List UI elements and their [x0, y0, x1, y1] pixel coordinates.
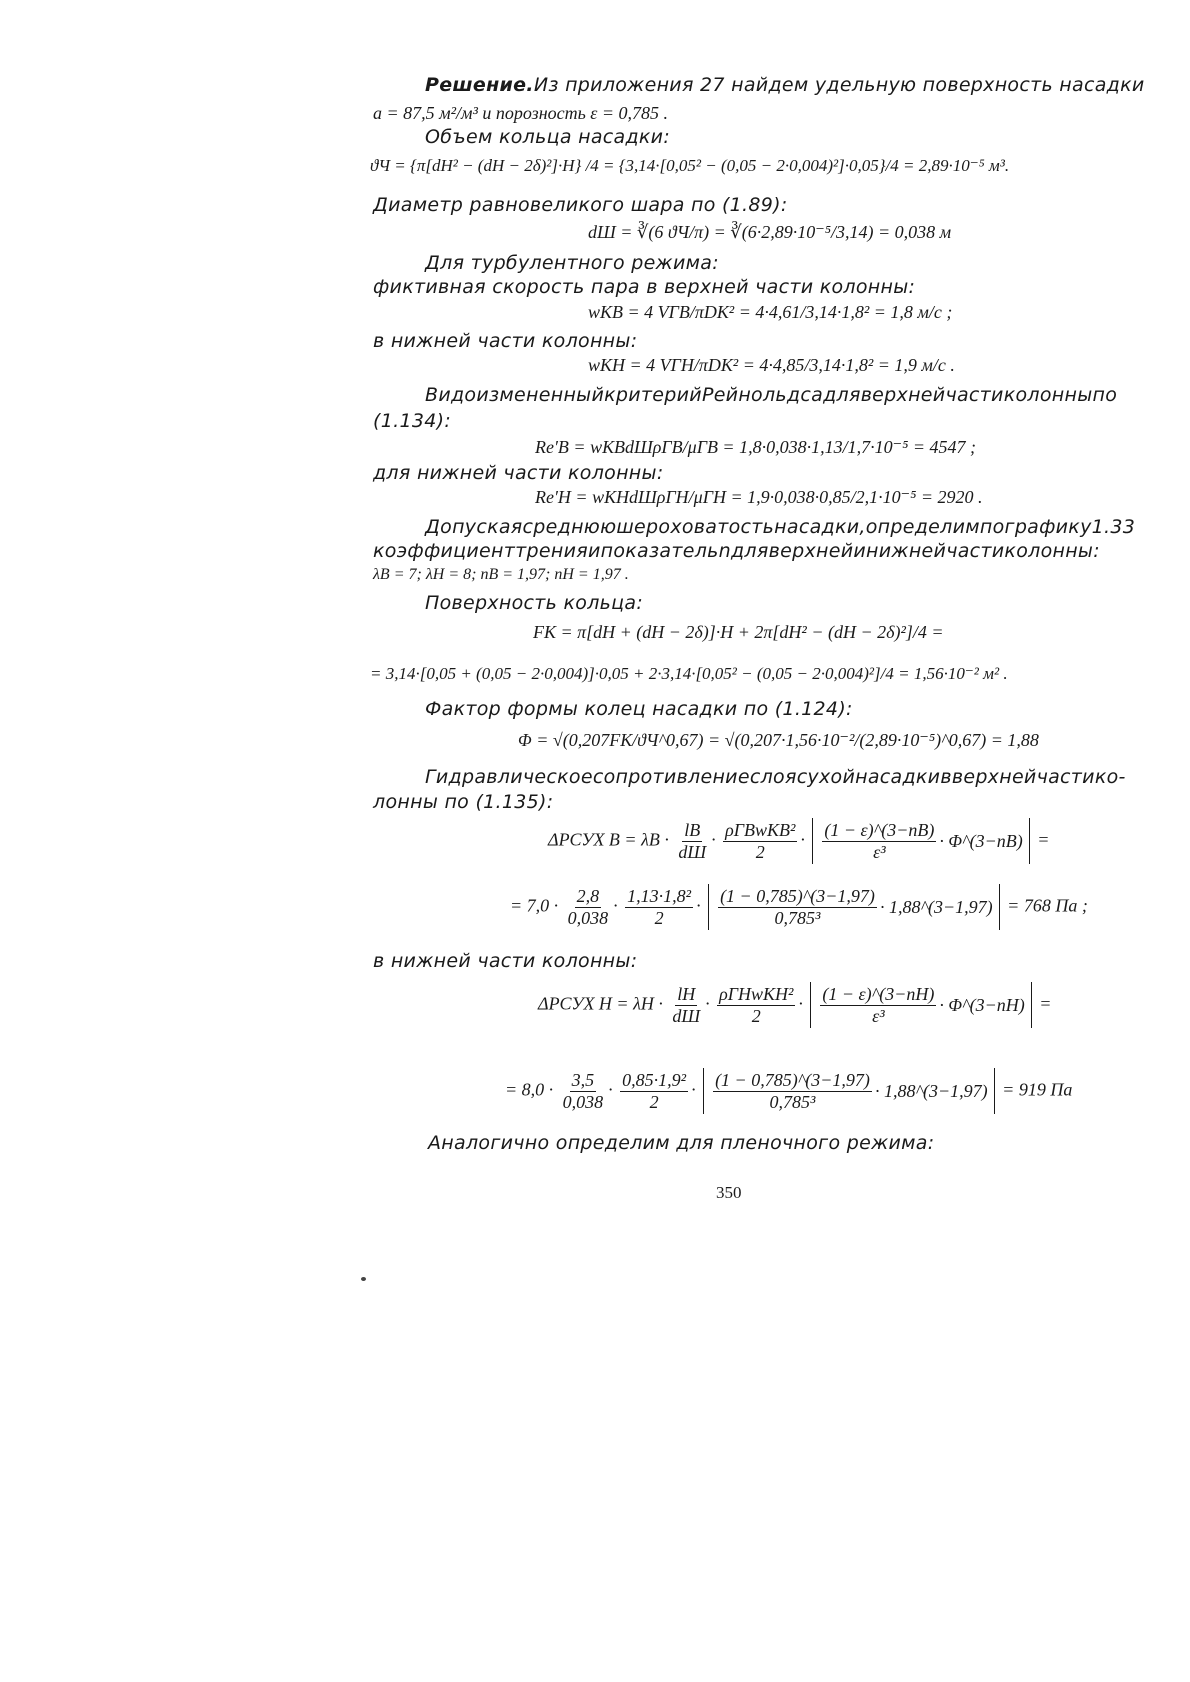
- pressure-drop-upper-formula: ΔPСУХ В = λВ · $\frac{lВ}{dШ}$ · $\frac{\text{ρГВwКВ²}}{2}$ · $\frac{(1 - \varepsilon)\^{}(3-nВ)}{\text{ε³}}$ · Φ^(3−nВ) =: [548, 818, 1049, 864]
- word: и: [853, 540, 867, 562]
- reynolds-upper-formula: Re′В = wКВdШρГВ/μГВ = 1,8·0,038·1,13/1,7·10⁻⁵ = 4547 ;: [535, 437, 976, 457]
- surface-formula-2: = 3,14·[0,05 + (0,05 − 2·0,004)]·0,05 + 2·3,14·[0,05² − (0,05 − 2·0,004)²]/4 = 1,56·10⁻² м² .: [370, 664, 1008, 683]
- solution-line-1: [425, 74, 1145, 96]
- word: части: [945, 384, 1004, 406]
- volume-formula: ϑЧ = {π[dН² − (dН − 2δ)²]·H} /4 = {3,14·[0,05² − (0,05 − 2·0,004)²]·0,05}/4 = 2,89·10⁻⁵ м³.: [370, 156, 1010, 175]
- bracket-group: [810, 982, 1031, 1028]
- word: ко-: [1094, 766, 1126, 788]
- fictitious-velocity-text: фиктивная скорость пара в верхней части колонны:: [373, 276, 916, 298]
- roughness-line-1: [425, 516, 1136, 538]
- fraction: $\frac{lВ}{dШ}$: [678, 820, 707, 862]
- bracket-group: [812, 818, 1029, 864]
- word: насадки: [855, 766, 941, 788]
- formula-tail: · 1,88^(3−1,97): [879, 896, 993, 917]
- roughness-line-2: [373, 540, 1100, 562]
- word: Допуская: [425, 516, 523, 538]
- pressure-drop-lower-numeric: = 8,0 · $\frac{3,5}{0,038}$ · $\frac{\text{0,85·1,9²}}{2}$ · $\frac{(1 - 0,785)\^{}(3-1,97)}{\text{0,785³}}$ · 1,88^(3−1,97) = 919 Па: [505, 1068, 1072, 1114]
- word: колонны: [1003, 384, 1093, 406]
- turbulent-heading: Для турбулентного режима:: [425, 252, 719, 274]
- word: слоя: [749, 766, 797, 788]
- pressure-drop-upper-numeric: = 7,0 · $\frac{2,8}{0,038}$ · $\frac{\text{1,13·1,8²}}{2}$ · $\frac{(1 - 0,785)\^{}(3-1,97)}{\text{0,785³}}$ · 1,88^(3−1,97) = 768 Па ;: [510, 884, 1088, 930]
- lower-part-text-3: в нижней части колонны:: [373, 950, 638, 972]
- diameter-heading: Диаметр равновеликого шара по (1.89):: [373, 194, 788, 216]
- formula-tail: · Φ^(3−nН): [939, 994, 1025, 1015]
- word: и: [587, 540, 601, 562]
- hydraulic-line-1: [425, 766, 1126, 788]
- word: сухой: [796, 766, 856, 788]
- formula-lhs: = 7,0 ·: [510, 895, 559, 916]
- word: Гидравлическое: [425, 766, 593, 788]
- word: трения: [515, 540, 588, 562]
- word: верхней: [768, 540, 854, 562]
- formula-tail: · Φ^(3−nВ): [939, 830, 1023, 851]
- fraction: $\frac{3,5}{0,038}$: [562, 1070, 604, 1112]
- word: верхней: [860, 384, 946, 406]
- surface-heading: Поверхность кольца:: [425, 592, 644, 614]
- fraction: $\frac{\text{0,85·1,9²}}{2}$: [622, 1070, 687, 1112]
- form-factor-formula: Φ = √(0,207FК/ϑЧ^0,67) = √(0,207·1,56·10⁻²/(2,89·10⁻⁵)^0,67) = 1,88: [518, 730, 1039, 750]
- form-factor-heading: Фактор формы колец насадки по (1.124):: [425, 698, 853, 720]
- fraction: $\frac{(1 - 0,785)\^{}(3-1,97)}{\text{0,785³}}$: [720, 886, 875, 928]
- word: Видоизмененный: [425, 384, 605, 406]
- pressure-drop-lower-formula: ΔPСУХ Н = λН · $\frac{lН}{dШ}$ · $\frac{\text{ρГНwКН²}}{2}$ · $\frac{(1 - \varepsilon)\^{}(3-nН)}{\text{ε³}}$ · Φ^(3−nН) =: [538, 982, 1051, 1028]
- reynolds-line-1: [425, 384, 1118, 406]
- reynolds-lower-formula: Re′Н = wКНdШρГН/μГН = 1,9·0,038·0,85/2,1·10⁻⁵ = 2920 .: [535, 487, 983, 507]
- lower-part-text-2: для нижней части колонны:: [373, 462, 664, 484]
- surface-formula-1: FК = π[dН + (dН − 2δ)]·H + 2π[dН² − (dН − 2δ)²]/4 =: [533, 622, 944, 642]
- word: среднюю: [522, 516, 617, 538]
- formula-rhs: =: [1037, 829, 1050, 850]
- velocity-lower-formula: wКН = 4 VГН/πDК² = 4·4,85/3,14·1,8² = 1,9 м/с .: [588, 355, 955, 375]
- fraction: $\frac{\text{1,13·1,8²}}{2}$: [627, 886, 692, 928]
- reynolds-line-2: (1.134):: [373, 410, 452, 432]
- word: нижней: [866, 540, 947, 562]
- formula-rhs: = 919 Па: [1002, 1079, 1073, 1100]
- word: части: [1036, 766, 1095, 788]
- formula-tail: · 1,88^(3−1,97): [874, 1080, 988, 1101]
- friction-coefficients: λВ = 7; λН = 8; nВ = 1,97; nН = 1,97 .: [373, 566, 629, 583]
- word: части: [946, 540, 1005, 562]
- bracket-group: [703, 1068, 995, 1114]
- page-number: 350: [716, 1183, 742, 1202]
- fraction: $\frac{(1 - \varepsilon)\^{}(3-nВ)}{\text{ε³}}$: [824, 820, 935, 862]
- fraction: $\frac{\text{ρГВwКВ²}}{2}$: [725, 820, 796, 862]
- formula-lhs: = 8,0 ·: [505, 1079, 554, 1100]
- formula-lhs: ΔPСУХ В = λВ ·: [548, 829, 669, 850]
- formula-rhs: =: [1039, 993, 1052, 1014]
- word: по: [979, 516, 1005, 538]
- solution-text: Из приложения 27 найдем удельную поверхность насадки: [533, 74, 1145, 96]
- word: в: [940, 766, 952, 788]
- fraction: $\frac{2,8}{0,038}$: [567, 886, 609, 928]
- word: n: [718, 540, 731, 562]
- scan-speck: [361, 1277, 366, 1281]
- word: для: [823, 384, 861, 406]
- word: верхней: [951, 766, 1037, 788]
- fraction: $\frac{lН}{dШ}$: [672, 984, 701, 1026]
- lower-part-text-1: в нижней части колонны:: [373, 330, 638, 352]
- formula-rhs: = 768 Па ;: [1007, 895, 1088, 916]
- hydraulic-line-2: лонны по (1.135):: [373, 791, 554, 813]
- solution-lead: Решение.: [425, 74, 534, 96]
- word: Рейнольдса: [701, 384, 824, 406]
- film-regime-heading: Аналогично определим для пленочного режима:: [428, 1132, 935, 1154]
- fraction: $\frac{(1 - \varepsilon)\^{}(3-nН)}{\text{ε³}}$: [822, 984, 935, 1026]
- word: критерий: [604, 384, 702, 406]
- formula-lhs: ΔPСУХ Н = λН ·: [538, 993, 663, 1014]
- fraction: $\frac{(1 - 0,785)\^{}(3-1,97)}{\text{0,785³}}$: [715, 1070, 870, 1112]
- word: коэффициент: [373, 540, 516, 562]
- word: определим: [865, 516, 980, 538]
- word: колонны:: [1004, 540, 1100, 562]
- word: по: [1092, 384, 1118, 406]
- fraction: $\frac{\text{ρГНwКН²}}{2}$: [719, 984, 794, 1026]
- word: шероховатость: [616, 516, 775, 538]
- volume-heading: Объем кольца насадки:: [425, 126, 671, 148]
- word: показатель: [600, 540, 719, 562]
- solution-line-2: a = 87,5 м²/м³ и порозность ε = 0,785 .: [373, 103, 669, 123]
- word: насадки,: [774, 516, 866, 538]
- velocity-upper-formula: wКВ = 4 VГВ/πDК² = 4·4,61/3,14·1,8² = 1,8 м/с ;: [588, 302, 953, 322]
- word: графику: [1004, 516, 1092, 538]
- word: 1.33: [1091, 516, 1136, 538]
- word: сопротивление: [592, 766, 750, 788]
- diameter-formula: dШ = ∛(6 ϑЧ/π) = ∛(6·2,89·10⁻⁵/3,14) = 0,038 м: [588, 222, 952, 242]
- word: для: [730, 540, 769, 562]
- bracket-group: [708, 884, 1000, 930]
